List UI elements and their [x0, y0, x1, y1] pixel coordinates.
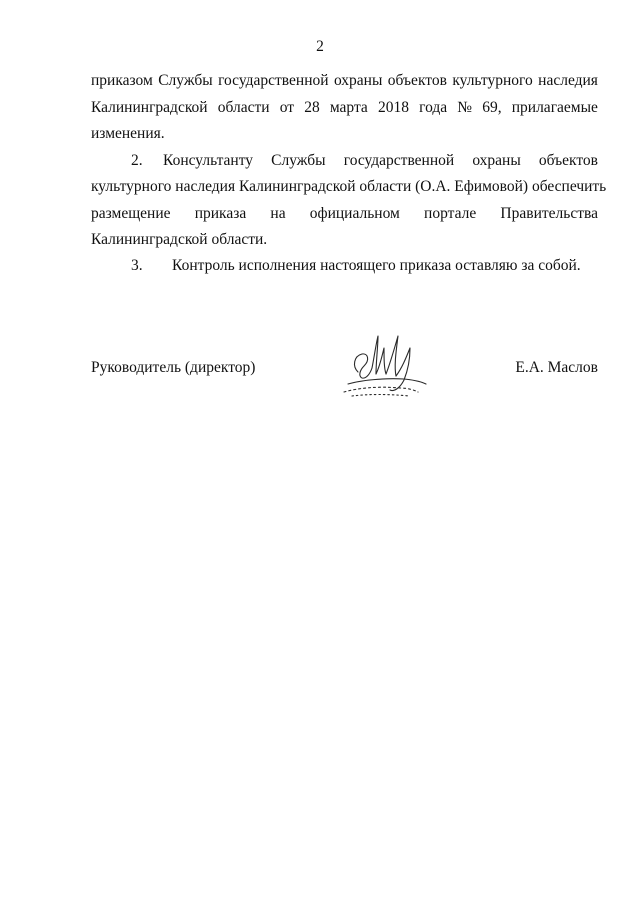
word: Консультанту: [163, 152, 254, 169]
item-3-text: Контроль исполнения настоящего приказа оставляю за собой.: [172, 257, 581, 274]
word: 2018: [377, 99, 409, 116]
word: области: [217, 99, 270, 116]
signatory-position: Руководитель (директор): [91, 359, 256, 376]
word: объектов: [538, 152, 598, 169]
paragraph-1-line-2: [91, 97, 598, 119]
word: наследия: [538, 72, 598, 89]
item-2-line-2: культурного наследия Калининградской области (О.А. Ефимовой) обеспечить: [91, 178, 607, 195]
word: размещение: [91, 205, 171, 222]
word: Службы: [271, 152, 326, 169]
word: официальном: [309, 205, 400, 222]
word: от: [279, 99, 295, 116]
word: государственной: [343, 152, 455, 169]
page-number: 2: [316, 38, 324, 55]
handwritten-signature: [318, 322, 438, 402]
item-2-line-3: [91, 203, 598, 225]
word: объектов: [387, 72, 447, 89]
item-3-number: 3.: [131, 257, 143, 274]
word: на: [270, 205, 286, 222]
paragraph-1-line-1: [91, 70, 598, 92]
word: приказом: [91, 72, 153, 89]
word: 69,: [482, 99, 502, 116]
word: Правительства: [500, 205, 598, 222]
word: Калининградской: [91, 99, 208, 116]
word: культурного: [452, 72, 533, 89]
item-2-line-4: Калининградской области.: [91, 231, 268, 248]
word: приказа: [194, 205, 247, 222]
word: марта: [329, 99, 368, 116]
word: государственной: [218, 72, 329, 89]
word: года: [419, 99, 448, 116]
word: охраны: [472, 152, 521, 169]
word: охраны: [333, 72, 383, 89]
item-2-number: 2.: [131, 152, 143, 169]
word: портале: [424, 205, 477, 222]
word: №: [457, 99, 473, 116]
signatory-name: Е.А. Маслов: [515, 359, 598, 376]
word: 28: [304, 99, 320, 116]
paragraph-1-line-3: изменения.: [91, 125, 165, 142]
item-2-line-1: [163, 150, 598, 172]
word: Службы: [158, 72, 213, 89]
word: прилагаемые: [511, 99, 598, 116]
